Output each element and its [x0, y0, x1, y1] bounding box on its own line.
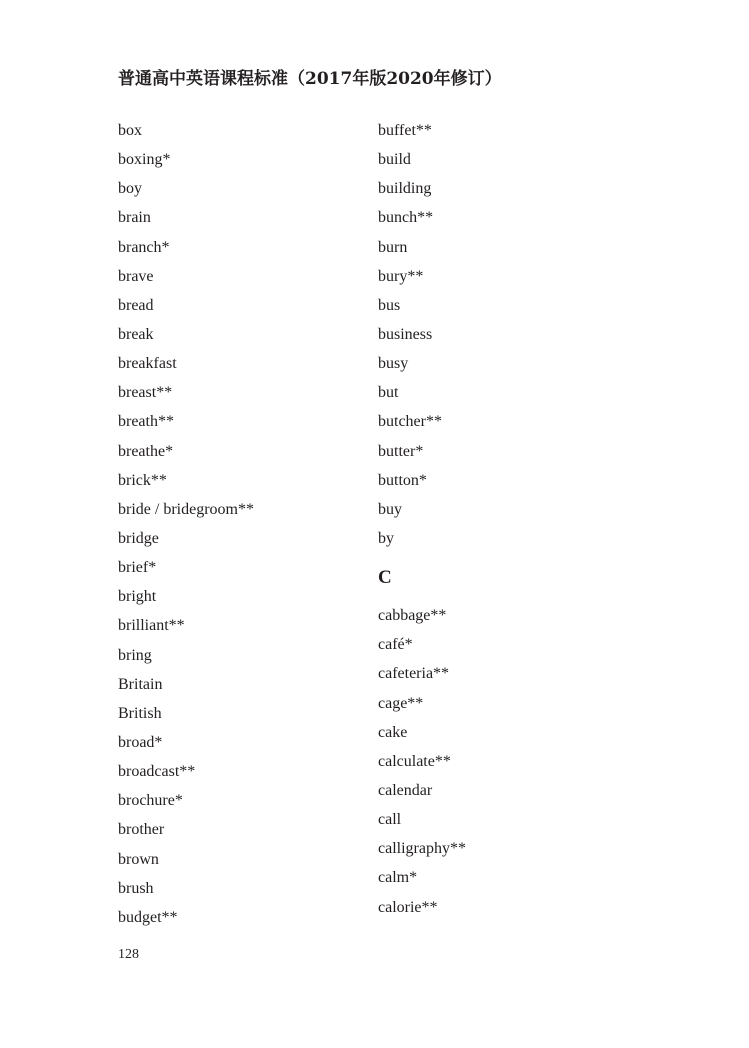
- vocabulary-entry: call: [378, 811, 402, 829]
- vocabulary-entry: butcher**: [378, 413, 442, 431]
- vocabulary-entry: cage**: [378, 694, 424, 712]
- vocabulary-entry: brochure*: [118, 792, 183, 810]
- word-list-left: [118, 119, 254, 935]
- vocabulary-entry: British: [118, 704, 162, 722]
- vocabulary-entry: brush: [118, 879, 154, 897]
- running-header: 普通高中英语课程标准（2017年版2020年修订）: [118, 69, 502, 89]
- vocabulary-entry: calendar: [378, 781, 433, 799]
- vocabulary-entry: bright: [118, 588, 157, 606]
- vocabulary-entry: bus: [378, 296, 401, 314]
- vocabulary-entry: business: [378, 325, 433, 343]
- vocabulary-entry: brick**: [118, 471, 167, 489]
- vocabulary-entry: but: [378, 384, 399, 402]
- vocabulary-entry: cafeteria**: [378, 665, 450, 683]
- vocabulary-entry: broad*: [118, 733, 163, 751]
- vocabulary-entry: box: [118, 122, 142, 139]
- vocabulary-entry: brilliant**: [118, 617, 185, 635]
- vocabulary-entry: buffet**: [378, 122, 432, 139]
- vocabulary-entry: build: [378, 151, 411, 169]
- vocabulary-entry: brave: [118, 267, 154, 285]
- vocabulary-entry: burn: [378, 238, 408, 256]
- section-heading-c: C: [378, 567, 392, 589]
- page-number: 128: [118, 947, 139, 962]
- vocabulary-entry: cake: [378, 723, 408, 741]
- vocabulary-entry: boxing*: [118, 151, 171, 169]
- vocabulary-entry: building: [378, 180, 432, 198]
- vocabulary-entry: break: [118, 325, 154, 343]
- vocabulary-entry: buy: [378, 500, 402, 518]
- vocabulary-entry: bring: [118, 646, 152, 664]
- vocabulary-entry: Britain: [118, 675, 163, 693]
- vocabulary-entry: calculate**: [378, 752, 451, 770]
- vocabulary-entry: butter*: [378, 442, 424, 460]
- vocabulary-entry: brown: [118, 850, 159, 868]
- vocabulary-entry: budget**: [118, 908, 178, 926]
- vocabulary-entry: bury**: [378, 267, 424, 285]
- vocabulary-entry: bride / bridegroom**: [118, 500, 254, 518]
- vocabulary-entry: bunch**: [378, 209, 434, 227]
- vocabulary-entry: brother: [118, 821, 165, 839]
- vocabulary-entry: café*: [378, 636, 413, 654]
- vocabulary-entry: calligraphy**: [378, 840, 466, 858]
- vocabulary-entry: branch*: [118, 238, 170, 256]
- word-group-b-continued: [378, 119, 466, 556]
- vocabulary-entry: brief*: [118, 559, 157, 577]
- vocabulary-entry: bridge: [118, 529, 159, 547]
- vocabulary-entry: broadcast**: [118, 763, 196, 781]
- vocabulary-entry: breathe*: [118, 442, 174, 460]
- vocabulary-entry: calorie**: [378, 898, 438, 916]
- vocabulary-entry: breakfast: [118, 355, 177, 373]
- word-list-right: [378, 119, 466, 925]
- vocabulary-entry: by: [378, 529, 394, 547]
- vocabulary-entry: cabbage**: [378, 607, 447, 625]
- vocabulary-entry: breast**: [118, 384, 173, 402]
- word-group-c: [378, 604, 466, 925]
- vocabulary-entry: calm*: [378, 869, 418, 887]
- vocabulary-entry: boy: [118, 180, 142, 198]
- vocabulary-entry: bread: [118, 296, 154, 314]
- vocabulary-entry: brain: [118, 209, 151, 227]
- vocabulary-entry: button*: [378, 471, 427, 489]
- vocabulary-entry: breath**: [118, 413, 174, 431]
- vocabulary-entry: busy: [378, 355, 409, 373]
